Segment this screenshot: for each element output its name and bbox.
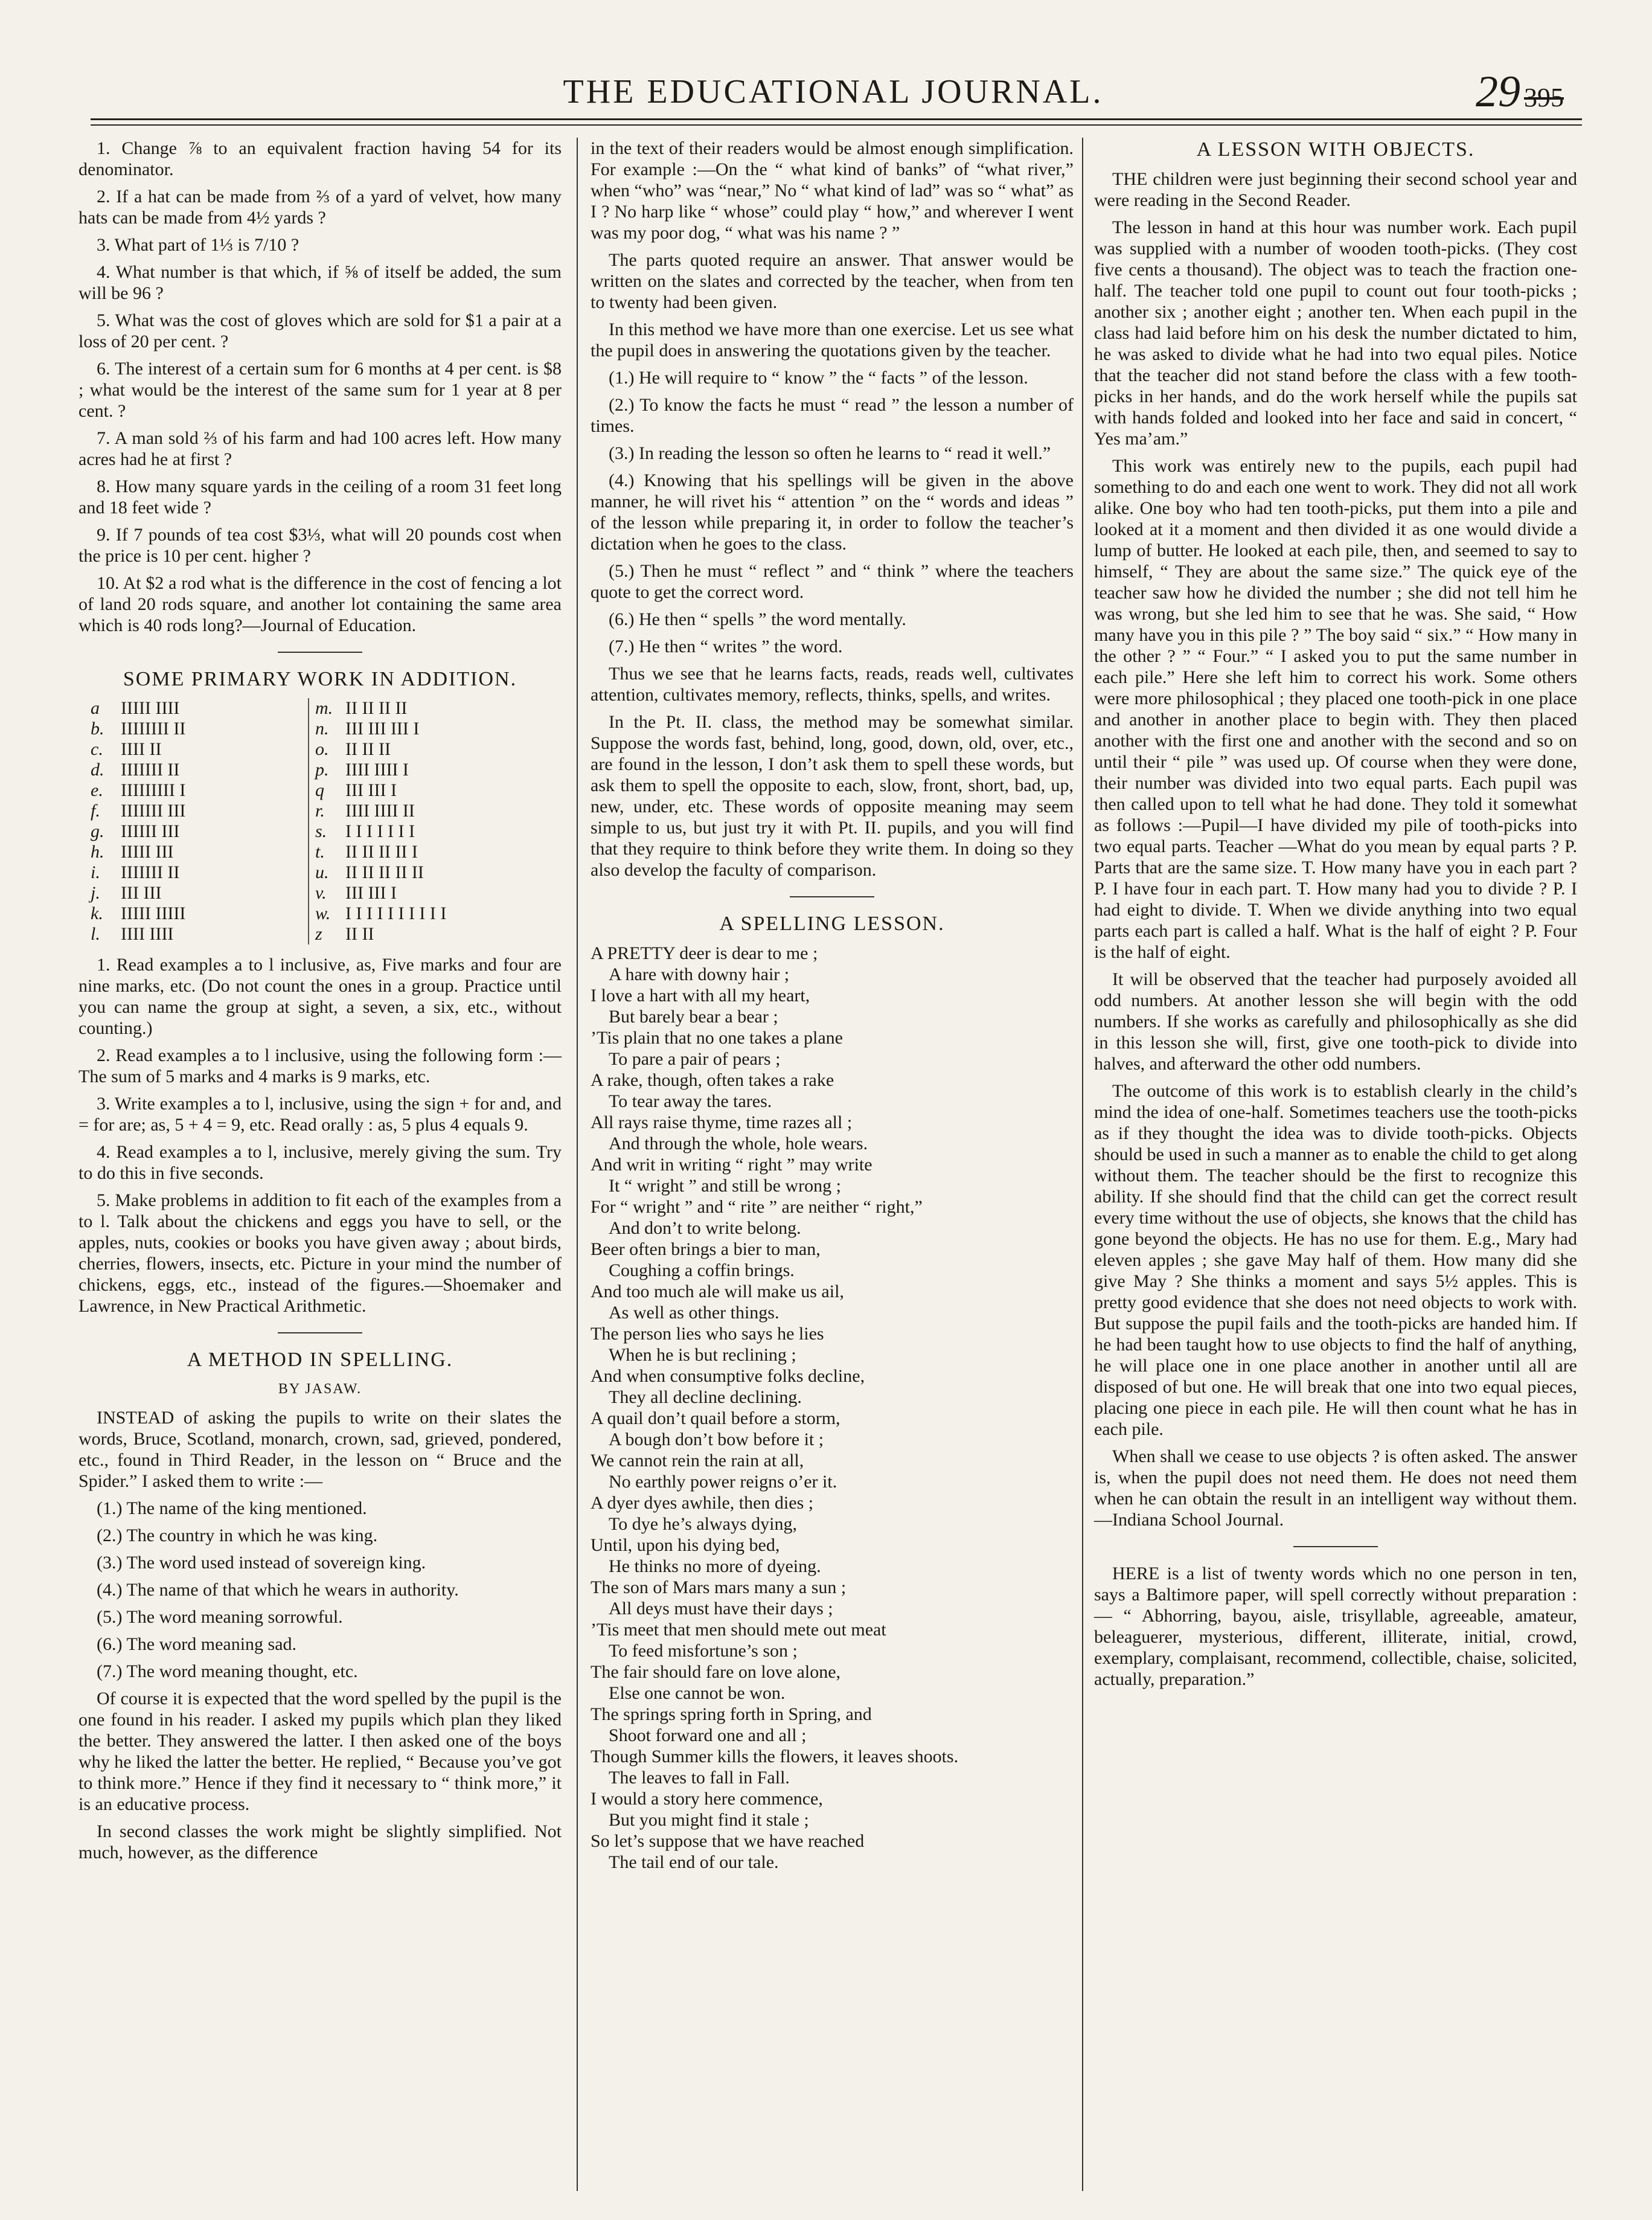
poem-line: Coughing a coffin brings.: [609, 1260, 795, 1280]
poem-line: All deys must have their days ;: [609, 1599, 833, 1618]
poem-line: I love a hart with all my heart,: [591, 986, 810, 1006]
paragraph: (2.) To know the facts he must “ read ” the lesson a number of times.: [591, 395, 1074, 436]
poem-line: And don’t to write belong.: [609, 1218, 801, 1238]
paragraph: In the Pt. II. class, the method may be somewhat similar. Suppose the words fast, behind, long, good, down, old, over, etc., are found in the lesson, I don’t ask them to spell these words, but ask them to spell the opposite to each, slow, front, short, bad, up, new, under, etc. These words of opposite meaning may seem simple to us, but just try it with Pt. II. pupils, and you will find that they require to think before they write them. In doing so they also develop the faculty of comparison.: [591, 712, 1074, 880]
paragraph: INSTEAD of asking the pupils to write on their slates the words, Bruce, Scotland, monarch, crown, sad, grieved, pondered, etc., found in Third Reader, in the lesson on “ Bruce and the Spider.” I asked them to write :—: [78, 1408, 562, 1491]
addition-row: n. III III III I: [315, 719, 420, 739]
section-heading: A METHOD IN SPELLING.: [187, 1349, 453, 1371]
list-item: (2.) The country in which he was king.: [97, 1525, 378, 1545]
list-item: (4.) The name of that which he wears in authority.: [97, 1580, 459, 1600]
section-heading: A SPELLING LESSON.: [719, 913, 945, 935]
poem-line: The tail end of our tale.: [609, 1852, 779, 1872]
poem-line: Until, upon his dying bed,: [591, 1535, 780, 1555]
addition-row: l. IIII IIII: [91, 924, 174, 944]
paragraph: When shall we cease to use objects ? is often asked. The answer is, when the pupil does not need them. He does not need them when he can obtain the result in an intelligent way without them.—Indiana School Journal.: [1094, 1446, 1577, 1530]
paragraph: In this method we have more than one exercise. Let us see what the pupil does in answering the quotations given by the teacher.: [591, 319, 1074, 361]
list-item: (7.) The word meaning thought, etc.: [97, 1661, 358, 1681]
addition-column-left: [91, 698, 308, 945]
poem-line: For “ wright ” and “ rite ” are neither “ right,”: [591, 1197, 923, 1217]
problem: 7. A man sold ⅔ of his farm and had 100 acres left. How many acres had he at first ?: [78, 428, 562, 469]
poem-line: Else one cannot be won.: [609, 1683, 786, 1703]
addition-row: e. IIIIIIIII I: [91, 780, 186, 800]
column-left: [78, 138, 562, 1869]
byline: BY JASAW.: [278, 1381, 362, 1397]
addition-row: j. III III: [91, 883, 162, 903]
addition-row: t. II II II II I: [315, 842, 418, 862]
addition-row: z II II: [315, 924, 374, 944]
poem-line: To tear away the tares.: [609, 1091, 772, 1111]
addition-row: g. IIIIII III: [91, 821, 180, 841]
poem-line: Shoot forward one and all ;: [609, 1725, 807, 1745]
poem-line: A quail don’t quail before a storm,: [591, 1408, 840, 1428]
addition-row: q III III I: [315, 780, 397, 800]
list-item: (5.) The word meaning sorrowful.: [97, 1607, 343, 1627]
addition-row: d. IIIIIII II: [91, 760, 180, 780]
poem-line: ’Tis plain that no one takes a plane: [591, 1028, 843, 1048]
section-heading: A LESSON WITH OBJECTS.: [1196, 138, 1475, 161]
poem-line: Though Summer kills the flowers, it leaves shoots.: [591, 1747, 959, 1766]
poem-line: A PRETTY deer is dear to me ;: [591, 943, 818, 963]
spelling-poem: [591, 943, 1074, 1873]
header-rule-thin: [91, 124, 1582, 126]
paragraph: (5.) Then he must “ reflect ” and “ think ” where the teachers quote to get the correct word.: [591, 561, 1074, 602]
column-divider: [577, 138, 578, 2191]
paragraph: In second classes the work might be slightly simplified. Not much, however, as the difference: [78, 1821, 562, 1862]
journal-title: THE EDUCATIONAL JOURNAL.: [563, 73, 1104, 111]
problem: 5. What was the cost of gloves which are sold for $1 a pair at a loss of 20 per cent. ?: [78, 310, 562, 351]
paragraph: (3.) In reading the lesson so often he learns to “ read it well.”: [609, 443, 1051, 463]
poem-line: He thinks no more of dyeing.: [609, 1556, 821, 1576]
addition-marks-table: [91, 698, 562, 945]
handwritten-page-number: 29: [1476, 67, 1520, 117]
poem-line: The son of Mars mars many a sun ;: [591, 1577, 847, 1597]
poem-line: And too much ale will make us ail,: [591, 1282, 844, 1301]
addition-row: m. II II II II: [315, 698, 408, 718]
problem: 1. Change ⅞ to an equivalent fraction having 54 for its denominator.: [78, 138, 562, 179]
poem-line: The springs spring forth in Spring, and: [591, 1704, 872, 1724]
list-item: (6.) The word meaning sad.: [97, 1634, 297, 1654]
addition-row: f. IIIIIII III: [91, 801, 186, 821]
paragraph: in the text of their readers would be almost enough simplification. For example :—On the “ what kind of banks” of “what river,” when “who” was “near,” No “ what kind of lad” was so “ what” as I ? No harp like “ whose” could play “ how,” and wherever I went was my poor dog, “ what was his name ? ”: [591, 138, 1074, 243]
poem-line: To pare a pair of pears ;: [609, 1049, 781, 1069]
section-separator: [278, 652, 362, 653]
paragraph: This work was entirely new to the pupils, each pupil had something to do and each one went to work. They did not all work alike. One boy who had ten tooth-picks, put them into a pile and looked at it a moment and then divided it as one would divide a lump of butter. He looked at each pile, then, and seemed to say to himself, “ They are about the same size.” The quick eye of the teacher saw how he divided the number ; she did not tell him he was wrong, but she led him to see that he was. She said, “ How many have you in this pile ? ” The boy said “ six.” “ How many in the other ? ” “ Four.” “ I asked you to put the same number in each pile.” Here she left him to correct his work. Some others were more philosophical ; they placed one tooth-pick in one place and another in another place to begin with. They then placed another with the first one and another with the second and so on until their “ pile ” was used up. Of course when they were done, their number was divided into two equal parts. Each pupil was then called upon to tell what he had done. They told it somewhat as follows :—Pupil—I have divided my pile of tooth-picks into two equal parts. Teacher —What do you mean by equal parts ? P. Parts that are the same size. T. How many have you in each part ? P. I have four in each part. T. How many had you to divide ? P. I had eight to divide. T. When we divide anything into two equal parts each part is called a half. What is the half of eight ? P. Four is the half of eight.: [1094, 456, 1577, 962]
header-rule: [91, 118, 1582, 120]
poem-line: No earthly power reigns o’er it.: [609, 1472, 837, 1492]
problem: 10. At $2 a rod what is the difference in the cost of fencing a lot of land 20 rods square, and another lot containing the same area which is 40 rods long?—Journal of Education.: [78, 573, 562, 635]
poem-line: The leaves to fall in Fall.: [609, 1768, 790, 1788]
addition-row: w. I I I I I I I I I I: [315, 903, 447, 923]
paragraph: It will be observed that the teacher had purposely avoided all odd numbers. At another lesson she will begin with the odd numbers. If she works as carefully and philosophically as she did in this lesson she will, first, give one tooth-pick to divide into halves, and afterward the other odd numbers.: [1094, 969, 1577, 1074]
addition-step: 1. Read examples a to l inclusive, as, Five marks and four are nine marks, etc. (Do not count the ones in a group. Practice until you can name the group at sight, a seven, a six, etc., without counting.): [78, 955, 562, 1038]
page-number: [1476, 66, 1564, 118]
poem-line: And through the whole, hole wears.: [609, 1134, 868, 1153]
poem-line: So let’s suppose that we have reached: [591, 1831, 865, 1851]
addition-row: r. IIII IIII II: [315, 801, 415, 821]
page-header: [91, 66, 1576, 121]
poem-line: And when consumptive folks decline,: [591, 1366, 865, 1386]
paragraph: The parts quoted require an answer. That answer would be written on the slates and corrected by the teacher, when from ten to twenty had been given.: [591, 250, 1074, 312]
addition-row: h. IIIII III: [91, 842, 174, 862]
poem-line: A bough don’t bow before it ;: [609, 1429, 824, 1449]
problem: 4. What number is that which, if ⅝ of itself be added, the sum will be 96 ?: [78, 262, 562, 303]
addition-row: p. IIII IIII I: [315, 760, 409, 780]
problem: 2. If a hat can be made from ⅔ of a yard of velvet, how many hats can be made from 4½ yards ?: [78, 187, 562, 228]
addition-row: b. IIIIIIII II: [91, 719, 186, 739]
struck-page-number: 395: [1524, 83, 1564, 112]
poem-line: ’Tis meet that men should mete out meat: [591, 1620, 886, 1640]
paragraph: The outcome of this work is to establish clearly in the child’s mind the idea of one-half. Sometimes teachers use the tooth-picks as if they thought the idea was to divide tooth-picks. Objects should be used in such a manner as to enable the child to get along without them. The teacher should be the first to recognize this ability. If she should find that the child can get the correct result every time without the use of objects, she knows that the child has gone beyond the objects. He has no use for them. E.g., Mary had eleven apples ; she gave May half of them. How many did she give May ? She thinks a moment and says 5½ apples. This is pretty good evidence that she does not need objects to work with. But suppose the pupil fails and the tooth-picks are handed him. If he had been taught how to use objects to find the half of anything, he will place one in one place another in another until all are disposed of but one. He will break that one into two equal pieces, placing one piece in each pile. He will then count what he has in each pile.: [1094, 1081, 1577, 1439]
column-divider: [1082, 138, 1083, 2191]
poem-line: To feed misfortune’s son ;: [609, 1641, 798, 1661]
poem-line: All rays raise thyme, time razes all ;: [591, 1112, 853, 1132]
column-right: [1094, 138, 1577, 1696]
poem-line: When he is but reclining ;: [609, 1345, 796, 1365]
section-separator: [790, 896, 874, 897]
addition-step: 3. Write examples a to l, inclusive, using the sign + for and, and = for are; as, 5 + 4 = 9, etc. Read orally : as, 5 plus 4 equals 9.: [78, 1094, 562, 1135]
poem-line: And writ in writing “ right ” may write: [591, 1155, 872, 1175]
addition-step: 5. Make problems in addition to fit each of the examples from a to l. Talk about the chickens and eggs you have to sell, or the apples, nuts, cookies or books you have given away ; about birds, cherries, flowers, insects, etc. Picture in your mind the number of chickens, eggs, etc., instead of the figures.—Shoemaker and Lawrence, in New Practical Arithmetic.: [78, 1190, 562, 1316]
paragraph: (1.) He will require to “ know ” the “ facts ” of the lesson.: [609, 368, 1028, 388]
poem-line: We cannot rein the rain at all,: [591, 1451, 804, 1471]
addition-row: k. IIIII IIIII: [91, 903, 186, 923]
poem-line: A dyer dyes awhile, then dies ;: [591, 1493, 814, 1513]
addition-column-right: [308, 698, 533, 945]
paragraph: (7.) He then “ writes ” the word.: [609, 637, 843, 656]
paragraph: (4.) Knowing that his spellings will be given in the above manner, he will rivet his “ attention ” on the “ words and ideas ” of the lesson while preparing it, in order to follow the teacher’s dictation when he goes to the class.: [591, 470, 1074, 554]
column-middle: [591, 138, 1074, 1873]
paragraph: Of course it is expected that the word spelled by the pupil is the one found in his reader. I asked my pupils which plan they liked the better. They answered the latter. I then asked one of the boys why he liked the latter the better. He replied, “ Because you’ve got to think more.” Hence if they find it necessary to “ think more,” it is an educative process.: [78, 1689, 562, 1814]
addition-row: a IIIII IIII: [91, 698, 180, 718]
addition-row: s. I I I I I I I: [315, 821, 415, 841]
poem-line: I would a story here commence,: [591, 1789, 823, 1809]
arithmetic-problems: [78, 138, 562, 636]
problem: 3. What part of 1⅓ is 7/10 ?: [97, 235, 299, 255]
list-item: (1.) The name of the king mentioned.: [97, 1498, 367, 1518]
addition-step: 4. Read examples a to l, inclusive, merely giving the sum. Try to do this in five seconds.: [78, 1142, 562, 1183]
paragraph: The lesson in hand at this hour was number work. Each pupil was supplied with a number of wooden tooth-picks. (They cost five cents a thousand). The object was to teach the fraction one-half. The teacher told one pupil to count out four tooth-picks ; another six ; another eight ; another ten. When each pupil in the class had laid before him on his desk the number dictated to him, he was asked to divide what he had into two equal piles. Notice that the teacher did not stand before the class with a few tooth-picks in her hands, and do the work herself while the pupils sat with hands folded and looked into her face and said in concert, “ Yes ma’am.”: [1094, 217, 1577, 449]
problem: 9. If 7 pounds of tea cost $3⅓, what will 20 pounds cost when the price is 10 per cent. higher ?: [78, 525, 562, 566]
poem-line: But you might find it stale ;: [609, 1810, 809, 1830]
addition-row: u. II II II II II: [315, 862, 424, 882]
poem-line: The fair should fare on love alone,: [591, 1662, 841, 1682]
poem-line: The person lies who says he lies: [591, 1324, 824, 1344]
problem: 8. How many square yards in the ceiling of a room 31 feet long and 18 feet wide ?: [78, 476, 562, 518]
addition-row: o. II II II: [315, 739, 391, 759]
section-heading: SOME PRIMARY WORK IN ADDITION.: [123, 668, 517, 690]
paragraph: Thus we see that he learns facts, reads, reads well, cultivates attention, cultivates memory, reflects, thinks, spells, and writes.: [591, 664, 1074, 705]
problem: 6. The interest of a certain sum for 6 months at 4 per cent. is $8 ; what would be the interest of the same sum for 1 year at 8 per cent. ?: [78, 359, 562, 421]
addition-row: i. IIIIIII II: [91, 862, 180, 882]
poem-line: As well as other things.: [609, 1303, 780, 1323]
paragraph: HERE is a list of twenty words which no one person in ten, says a Baltimore paper, will spell correctly without preparation : — “ Abhorring, bayou, aisle, trisyllable, agreeable, amateur, beleaguerer, mysterious, different, illiterate, initial, crowd, exemplary, complaisant, recommend, collectible, chaise, solicited, actually, preparation.”: [1094, 1564, 1577, 1689]
poem-line: A hare with downy hair ;: [609, 964, 790, 984]
addition-row: c. IIII II: [91, 739, 162, 759]
poem-line: To dye he’s always dying,: [609, 1514, 798, 1534]
list-item: (3.) The word used instead of sovereign king.: [97, 1553, 426, 1573]
section-separator: [1293, 1546, 1378, 1547]
poem-line: But barely bear a bear ;: [609, 1007, 778, 1027]
section-separator: [278, 1332, 362, 1333]
poem-line: A rake, though, often takes a rake: [591, 1070, 834, 1090]
poem-line: Beer often brings a bier to man,: [591, 1239, 821, 1259]
poem-line: They all decline declining.: [609, 1387, 802, 1407]
addition-row: v. III III I: [315, 883, 397, 903]
paragraph: (6.) He then “ spells ” the word mentally.: [609, 609, 906, 629]
poem-line: It “ wright ” and still be wrong ;: [609, 1176, 841, 1196]
addition-step: 2. Read examples a to l inclusive, using the following form :—The sum of 5 marks and 4 marks is 9 marks, etc.: [78, 1045, 562, 1086]
paragraph: THE children were just beginning their second school year and were reading in the Second Reader.: [1094, 169, 1577, 210]
